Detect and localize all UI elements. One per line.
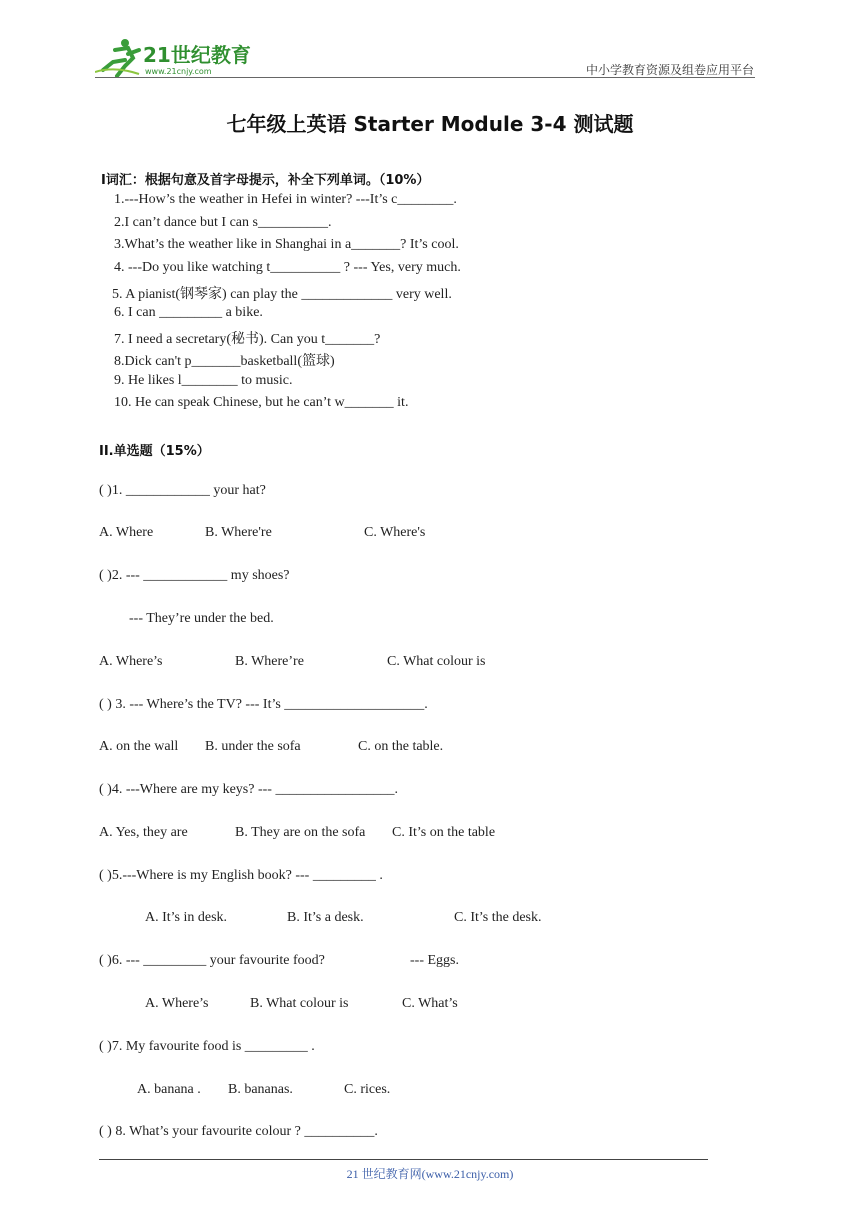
question-3-option-b: B. under the sofa: [205, 739, 301, 754]
question-6-option-c: C. What’s: [402, 996, 458, 1011]
site-logo: [95, 36, 265, 78]
question-4-option-c: C. It’s on the table: [392, 825, 496, 840]
question-6-reply: --- Eggs.: [410, 953, 459, 968]
question-1-option-a: A. Where: [99, 525, 154, 540]
question-2-reply: --- They’re under the bed.: [129, 611, 274, 626]
header-divider: [95, 77, 755, 78]
footer-divider: [99, 1159, 708, 1160]
logo-url: www.21cnjy.com: [145, 67, 212, 76]
question-7-stem: ( )7. My favourite food is _________ .: [99, 1039, 315, 1054]
page-footer[interactable]: 21 世纪教育网(www.21cnjy.com): [346, 1167, 514, 1181]
question-2-option-b: B. Where’re: [235, 654, 304, 669]
vocab-item-6: 6. I can _________ a bike.: [114, 305, 263, 320]
question-4-stem: ( )4. ---Where are my keys? --- _________________.: [99, 782, 398, 797]
vocab-item-10: 10. He can speak Chinese, but he can’t w_______ it.: [114, 395, 409, 410]
runner-icon: [95, 39, 139, 76]
vocab-item-1: 1.---How’s the weather in Hefei in winter? ---It’s c________.: [114, 192, 457, 207]
vocab-item-5: 5. A pianist(钢琴家) can play the _____________ very well.: [112, 287, 452, 302]
question-2-stem: ( )2. --- ____________ my shoes?: [99, 568, 290, 583]
question-1-option-b: B. Where're: [205, 525, 272, 540]
question-2-option-a: A. Where’s: [99, 654, 163, 669]
question-5-option-c: C. It’s the desk.: [454, 910, 542, 925]
vocab-item-3: 3.What’s the weather like in Shanghai in a_______? It’s cool.: [114, 237, 459, 252]
question-2-option-c: C. What colour is: [387, 654, 486, 669]
question-1-stem: ( )1. ____________ your hat?: [99, 483, 266, 498]
question-5-stem: ( )5.---Where is my English book? --- _________ .: [99, 868, 383, 883]
question-8-stem: ( ) 8. What’s your favourite colour ? __________.: [99, 1124, 378, 1139]
vocab-item-8: 8.Dick can't p_______basketball(篮球): [114, 354, 335, 369]
question-7-option-b: B. bananas.: [228, 1082, 293, 1097]
question-1-option-c: C. Where's: [364, 525, 426, 540]
question-6-option-a: A. Where’s: [145, 996, 209, 1011]
section2-heading: II.单选题（15%）: [99, 444, 210, 459]
section1-heading: Ⅰ词汇：根据句意及首字母提示，补全下列单词。（10%）: [101, 173, 430, 188]
vocab-item-7: 7. I need a secretary(秘书). Can you t_______?: [114, 332, 381, 347]
question-3-stem: ( ) 3. --- Where’s the TV? --- It’s ____________________.: [99, 697, 428, 712]
question-4-option-a: A. Yes, they are: [99, 825, 188, 840]
vocab-item-9: 9. He likes l________ to music.: [114, 373, 293, 388]
question-3-option-a: A. on the wall: [99, 739, 179, 754]
page-title: 七年级上英语 Starter Module 3-4 测试题: [226, 112, 634, 136]
header-tagline: 中小学教育资源及组卷应用平台: [585, 63, 754, 77]
question-7-option-c: C. rices.: [344, 1082, 391, 1097]
question-5-option-a: A. It’s in desk.: [145, 910, 228, 925]
question-6-stem: ( )6. --- _________ your favourite food?: [99, 953, 325, 968]
question-5-option-b: B. It’s a desk.: [287, 910, 364, 925]
vocab-item-4: 4. ---Do you like watching t__________ ? --- Yes, very much.: [114, 260, 461, 275]
question-7-option-a: A. banana .: [137, 1082, 201, 1097]
logo-text: 21世纪教育: [143, 43, 251, 67]
question-4-option-b: B. They are on the sofa: [235, 825, 366, 840]
question-3-option-c: C. on the table.: [358, 739, 444, 754]
question-6-option-b: B. What colour is: [250, 996, 349, 1011]
vocab-item-2: 2.I can’t dance but I can s__________.: [114, 215, 332, 230]
